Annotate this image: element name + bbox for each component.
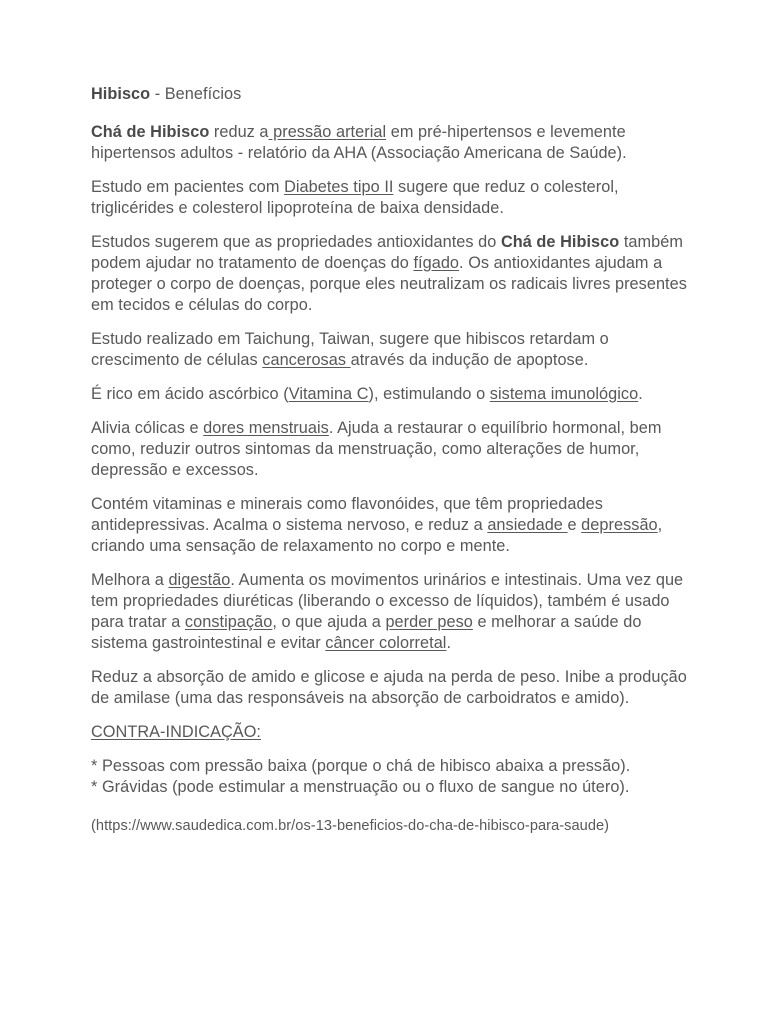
text: e [567,516,582,534]
text: Estudo realizado em Taichung, Taiwan, sugere que hibiscos retardam o crescimento de células [91,330,609,369]
text: sugere que reduz o colesterol, triglicérides e colesterol lipoproteína de baixa densidade. [91,178,619,217]
text: , o que ajuda a [272,613,386,631]
link-sistema-imunologico[interactable]: sistema imunológico [489,385,639,403]
text: Contém vitaminas e minerais como flavonóides, que têm propriedades antidepressivas. Acalma o sistema nervoso, e reduz a [91,495,603,534]
link-constipacao[interactable]: constipação [184,613,273,631]
text: . [446,634,452,652]
paragraph-blood-pressure [91,122,691,164]
contra-item: * Pessoas com pressão baixa (porque o chá de hibisco abaixa a pressão). [91,757,631,775]
text: É rico em ácido ascórbico ( [91,385,289,403]
link-digestao[interactable]: digestão [168,571,231,589]
tea-name-bold: Chá de Hibisco [500,233,620,251]
paragraph-taiwan-study [91,329,691,371]
text: Melhora a [91,571,169,589]
title-bold: Hibisco [91,85,151,103]
paragraph-digestion [91,570,691,654]
link-depressao[interactable]: depressão [581,516,658,534]
link-vitamina-c[interactable]: Vitamina C [288,385,369,403]
text: . Aumenta os movimentos urinários e intestinais. Uma vez que tem propriedades diuréticas (liberando o excesso de líquidos), também é usado para tratar a [91,571,684,631]
source-url: (https://www.saudedica.com.br/os-13-beneficios-do-cha-de-hibisco-para-saude) [91,818,610,834]
link-ansiedade[interactable]: ansiedade [487,516,568,534]
link-contra-indicacao[interactable]: CONTRA-INDICAÇÃO: [91,723,261,741]
paragraph-antioxidants [91,232,691,316]
text: e melhorar a saúde do sistema gastrointestinal e evitar [91,613,642,652]
link-dores-menstruais[interactable]: dores menstruais [203,419,329,437]
link-perder-peso[interactable]: perder peso [385,613,473,631]
contra-item: * Grávidas (pode estimular a menstruação ou o fluxo de sangue no útero). [91,778,630,796]
text: também podem ajudar no tratamento de doenças do [91,233,683,272]
paragraph-diabetes [91,177,691,219]
contra-indication-list [91,756,691,798]
text: Estudo em pacientes com [91,178,285,196]
link-cancer-colorretal[interactable]: câncer colorretal [325,634,447,652]
text: através da indução de apoptose. [350,351,589,369]
text: em pré-hipertensos e levemente hipertensos adultos - relatório da AHA (Associação Americana de Saúde). [91,123,627,162]
paragraph-vitamin-c [91,384,691,405]
contra-indication-heading [91,722,691,743]
text: . [638,385,643,403]
text: . Ajuda a restaurar o equilíbrio hormonal, bem como, reduzir outros sintomas da menstruação, como alterações de humor, depressão e excessos. [91,419,662,479]
link-figado[interactable]: fígado [413,254,460,272]
link-pressao-arterial[interactable]: pressão arterial [268,123,387,141]
text: , criando uma sensação de relaxamento no corpo e mente. [91,516,663,555]
tea-name-bold: Chá de Hibisco [91,123,210,141]
text: ), estimulando o [368,385,490,403]
text: Reduz a absorção de amido e glicose e ajuda na perda de peso. Inibe a produção de amilase (uma das responsáveis na absorção de carboidratos e amido). [91,668,687,707]
paragraph-starch-absorption [91,667,691,709]
document-body [91,84,691,850]
link-diabetes-tipo-ii[interactable]: Diabetes tipo II [284,178,394,196]
text: Estudos sugerem que as propriedades antioxidantes do [91,233,501,251]
text: . Os antioxidantes ajudam a proteger o corpo de doenças, porque eles neutralizam os radicais livres presentes em tecidos e células do corpo. [91,254,687,314]
text: reduz a [209,123,269,141]
title-rest: - Benefícios [150,85,242,103]
link-cancerosas[interactable]: cancerosas [262,351,351,369]
text: Alivia cólicas e [91,419,204,437]
paragraph-menstrual [91,418,691,481]
document-title [91,84,691,105]
paragraph-vitamins-minerals [91,494,691,557]
